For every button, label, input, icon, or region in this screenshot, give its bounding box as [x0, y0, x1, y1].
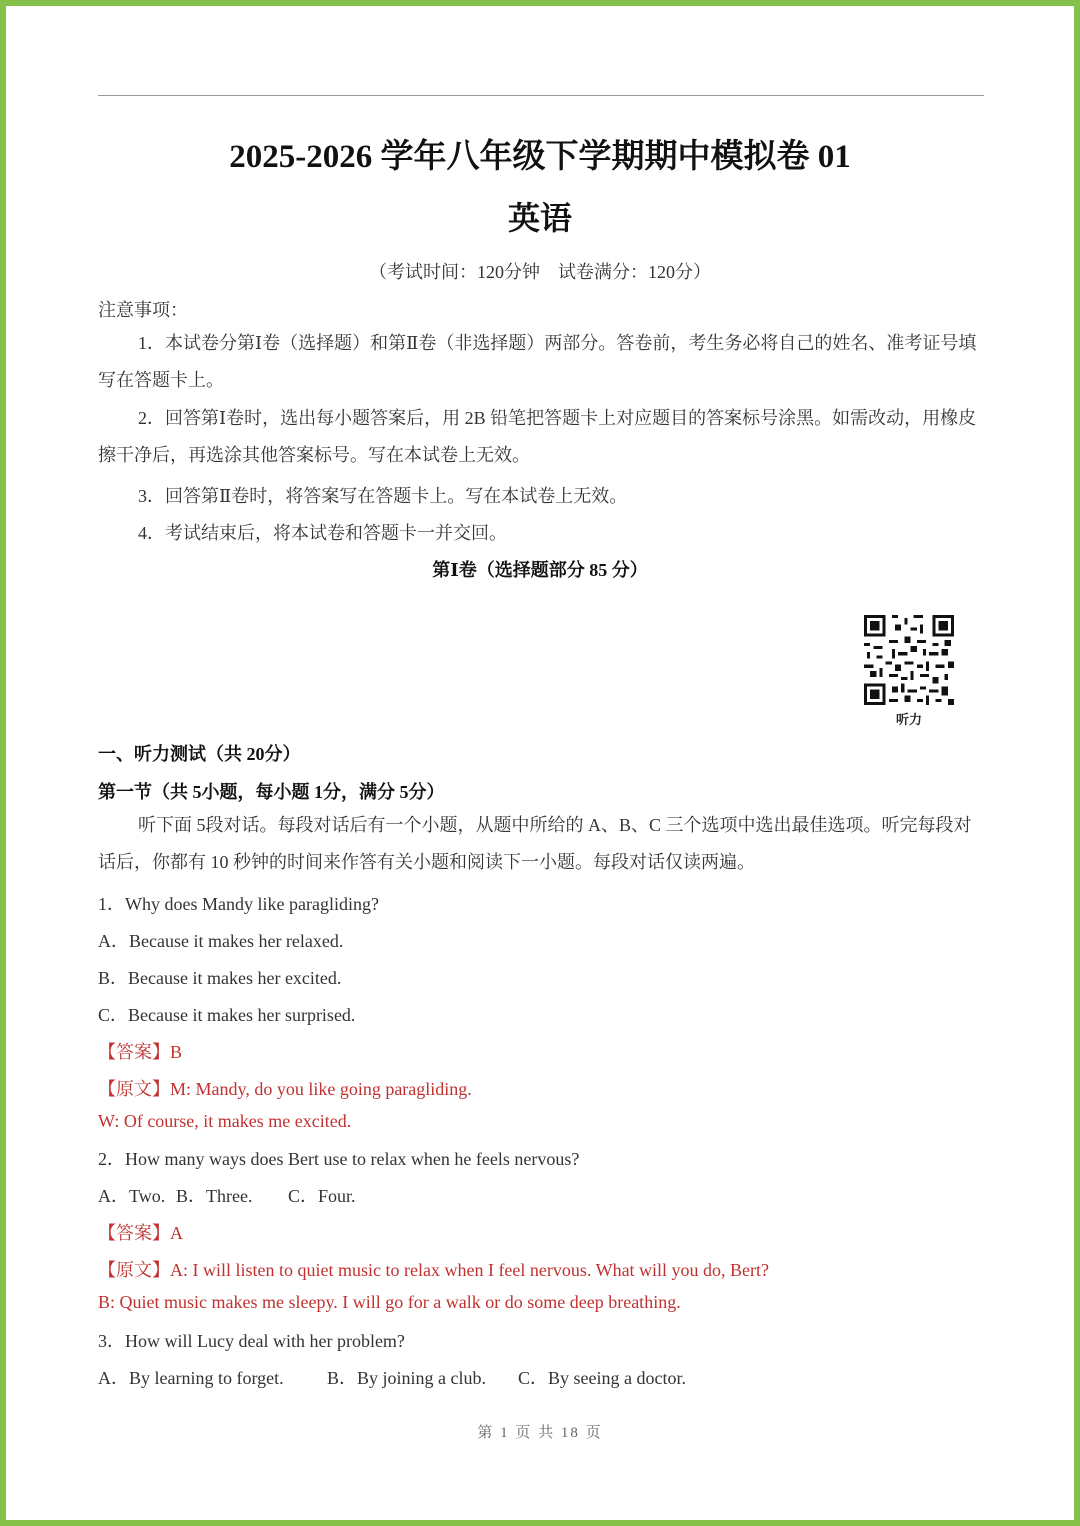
- question-1-answer: 【答案】B: [98, 1042, 183, 1062]
- volume-1-heading: 第Ⅰ卷（选择题部分 85 分）: [432, 560, 648, 580]
- qr-label: 听力: [895, 712, 922, 727]
- question-3-option-c: C．By seeing a doctor.: [518, 1368, 686, 1388]
- section-1-heading: 一、听力测试（共 20分）: [98, 744, 301, 764]
- exam-subject: 英语: [507, 200, 572, 236]
- question-1-option-b: B．Because it makes her excited.: [98, 968, 342, 988]
- question-1-option-a: A．Because it makes her relaxed.: [98, 931, 344, 951]
- notice-item-4: 4．考试结束后，将本试卷和答题卡一并交回。: [138, 523, 507, 543]
- exam-info: （考试时间：120分钟 试卷满分：120分）: [369, 262, 711, 282]
- question-1-stem: 1．Why does Mandy like paragliding?: [98, 894, 379, 914]
- notice-item-2: 2．回答第Ⅰ卷时，选出每小题答案后，用 2B 铅笔把答题卡上对应题目的答案标号涂黑。如需改动，用橡皮擦干净后，再选涂其他答案标号。写在本试卷上无效。: [98, 408, 977, 465]
- question-3-stem: 3．How will Lucy deal with her problem?: [98, 1331, 405, 1351]
- part-1-heading: 第一节（共 5小题，每小题 1分，满分 5分）: [98, 782, 445, 802]
- notice-heading: 注意事项：: [98, 300, 188, 320]
- question-1-option-c: C．Because it makes her surprised.: [98, 1005, 356, 1025]
- question-2-option-b: B．Three.: [176, 1186, 253, 1206]
- question-3-option-a: A．By learning to forget.: [98, 1368, 284, 1388]
- question-2-option-c: C．Four.: [288, 1186, 356, 1206]
- question-1-script-line-1: 【原文】M: Mandy, do you like going paragliding.: [98, 1079, 472, 1099]
- qr-code-icon[interactable]: [864, 615, 954, 705]
- question-2-script-line-2: B: Quiet music makes me sleepy. I will go for a walk or do some deep breathing.: [98, 1292, 681, 1312]
- page-footer: 第 1 页 共 18 页: [477, 1425, 603, 1441]
- notice-item-1: 1．本试卷分第Ⅰ卷（选择题）和第Ⅱ卷（非选择题）两部分。答卷前，考生务必将自己的姓名、准考证号填写在答题卡上。: [98, 333, 977, 390]
- exam-title: 2025-2026 学年八年级下学期期中模拟卷 01: [229, 139, 851, 175]
- header-rule: [98, 95, 984, 96]
- notice-item-3: 3．回答第Ⅱ卷时，将答案写在答题卡上。写在本试卷上无效。: [138, 486, 628, 506]
- question-2-script-line-1: 【原文】A: I will listen to quiet music to relax when I feel nervous. What will you do, Bert?: [98, 1260, 770, 1280]
- question-3-option-b: B．By joining a club.: [327, 1368, 486, 1388]
- question-1-script-line-2: W: Of course, it makes me excited.: [98, 1111, 352, 1131]
- question-2-stem: 2．How many ways does Bert use to relax when he feels nervous?: [98, 1149, 580, 1169]
- question-2-answer: 【答案】A: [98, 1223, 183, 1243]
- listening-instructions: 听下面 5段对话。每段对话后有一个小题，从题中所给的 A、B、C 三个选项中选出最佳选项。听完每段对话后，你都有 10 秒钟的时间来作答有关小题和阅读下一小题。每段对话仅读两遍。: [98, 815, 972, 872]
- question-2-option-a: A．Two.: [98, 1186, 166, 1206]
